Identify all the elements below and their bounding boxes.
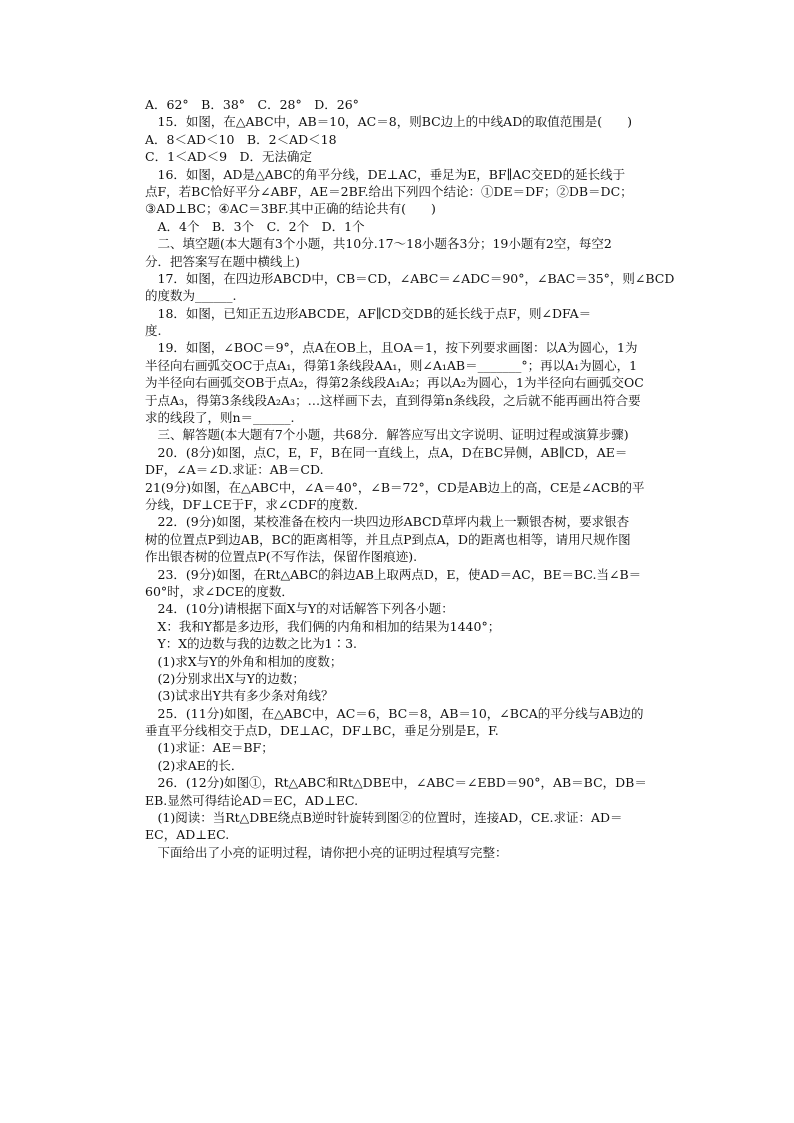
question-24-x: X：我和Y都是多边形，我们俩的内角和相加的结果为1440°；	[145, 618, 501, 634]
question-16-cont: ③AD⊥BC；④AC＝3BF.其中正确的结论共有( )	[145, 201, 436, 217]
option-line: A．62° B．38° C．28° D．26°	[145, 97, 359, 112]
question-23: 23．(9分)如图，在Rt△ABC的斜边AB上取两点D，E，使AD＝AC，BE＝BC.当∠B＝	[145, 566, 642, 582]
option-line: A．4个 B．3个 C．2个 D．1个	[145, 218, 365, 234]
question-17-cont: 的度数为______.	[145, 288, 237, 304]
question-26-part1-cont: EC，AD⊥EC.	[145, 827, 230, 843]
question-19-cont: 求的线段了，则n＝______.	[145, 410, 295, 426]
question-19: 19．如图，∠BOC＝9°，点A在OB上，且OA＝1，按下列要求画图：以A为圆心，1为	[145, 340, 638, 356]
question-22: 22．(9分)如图，某校准备在校内一块四边形ABCD草坪内栽上一颗银杏树，要求银杏	[145, 514, 630, 530]
question-24: 24．(10分)请根据下面X与Y的对话解答下列各小题：	[145, 601, 454, 617]
question-24-part3: (3)试求出Y共有多少条对角线？	[145, 688, 334, 704]
question-22-cont: 作出银杏树的位置点P(不写作法，保留作图痕迹).	[145, 549, 418, 565]
question-22-cont: 树的位置点P到边AB，BC的距离相等，并且点P到点A，D的距离也相等，请用尺规作图	[145, 531, 631, 547]
question-19-cont: 于点A₃，得第3条线段A₂A₃；…这样画下去，直到得第n条线段，之后就不能再画出符合要	[145, 392, 641, 408]
question-24-part1: (1)求X与Y的外角和相加的度数；	[145, 653, 343, 669]
question-24-y: Y：X的边数与我的边数之比为1∶3.	[145, 636, 358, 652]
section-heading-fill-cont: 分．把答案写在题中横线上)	[145, 253, 300, 269]
section-heading-fill: 二、填空题(本大题有3个小题，共10分.17～18小题各3分；19小题有2空，每空2	[145, 236, 612, 252]
question-24-part2: (2)分别求出X与Y的边数；	[145, 670, 305, 686]
question-19-cont: 为半径向右画弧交OB于点A₂，得第2条线段A₁A₂；再以A₂为圆心，1为半径向右画弧交OC	[145, 375, 644, 391]
option-line: C．1＜AD＜9 D．无法确定	[145, 149, 313, 165]
question-16: 16．如图，AD是△ABC的角平分线，DE⊥AC，垂足为E，BF∥AC交ED的延长线于	[145, 166, 626, 182]
question-26-cont: EB.显然可得结论AD＝EC，AD⊥EC.	[145, 792, 359, 808]
question-16-cont: 点F，若BC恰好平分∠ABF，AE＝2BF.给出下列四个结论：①DE＝DF；②DB＝DC；	[145, 183, 633, 199]
question-25: 25．(11分)如图，在△ABC中，AC＝6，BC＝8，AB＝10，∠BCA的平分线与AB边的	[145, 705, 644, 721]
question-18: 18．如图，已知正五边形ABCDE，AF∥CD交DB的延长线于点F，则∠DFA＝	[145, 305, 592, 321]
question-20-cont: DF，∠A＝∠D.求证：AB＝CD.	[145, 462, 324, 478]
document-page	[145, 96, 675, 861]
section-heading-solve: 三、解答题(本大题有7个小题，共68分．解答应写出文字说明、证明过程或演算步骤)	[145, 427, 629, 443]
question-21-cont: 分线，DF⊥CE于F，求∠CDF的度数．	[145, 496, 367, 512]
question-23-cont: 60°时，求∠DCE的度数．	[145, 583, 294, 599]
question-18-cont: 度.	[145, 323, 162, 339]
question-26-instruction: 下面给出了小亮的证明过程，请你把小亮的证明过程填写完整：	[145, 844, 508, 860]
question-20: 20．(8分)如图，点C，E，F，B在同一直线上，点A，D在BC异侧，AB∥CD，AE＝	[145, 444, 628, 460]
question-17: 17．如图，在四边形ABCD中，CB＝CD，∠ABC＝∠ADC＝90°，∠BAC＝35°，则∠BCD	[145, 270, 675, 286]
question-25-part1: (1)求证：AE＝BF；	[145, 740, 274, 756]
question-15: 15．如图，在△ABC中，AB＝10，AC＝8，则BC边上的中线AD的取值范围是( )	[145, 114, 632, 130]
question-26-part1: (1)阅读：当Rt△DBE绕点B逆时针旋转到图②的位置时，连接AD，CE.求证：AD＝	[145, 810, 623, 826]
question-21: 21(9分)如图，在△ABC中，∠A＝40°，∠B＝72°，CD是AB边上的高，CE是∠ACB的平	[145, 479, 645, 495]
question-25-cont: 垂直平分线相交于点D，DE⊥AC，DF⊥BC，垂足分别是E，F.	[145, 723, 499, 739]
option-line: A．8＜AD＜10 B．2＜AD＜18	[145, 131, 337, 147]
question-26: 26．(12分)如图①，Rt△ABC和Rt△DBE中，∠ABC＝∠EBD＝90°，AB＝BC，DB＝	[145, 775, 647, 791]
question-19-cont: 半径向右画弧交OC于点A₁，得第1条线段AA₁，则∠A₁AB＝_______°；再以A₁为圆心，1	[145, 357, 638, 373]
question-25-part2: (2)求AE的长．	[145, 757, 244, 773]
